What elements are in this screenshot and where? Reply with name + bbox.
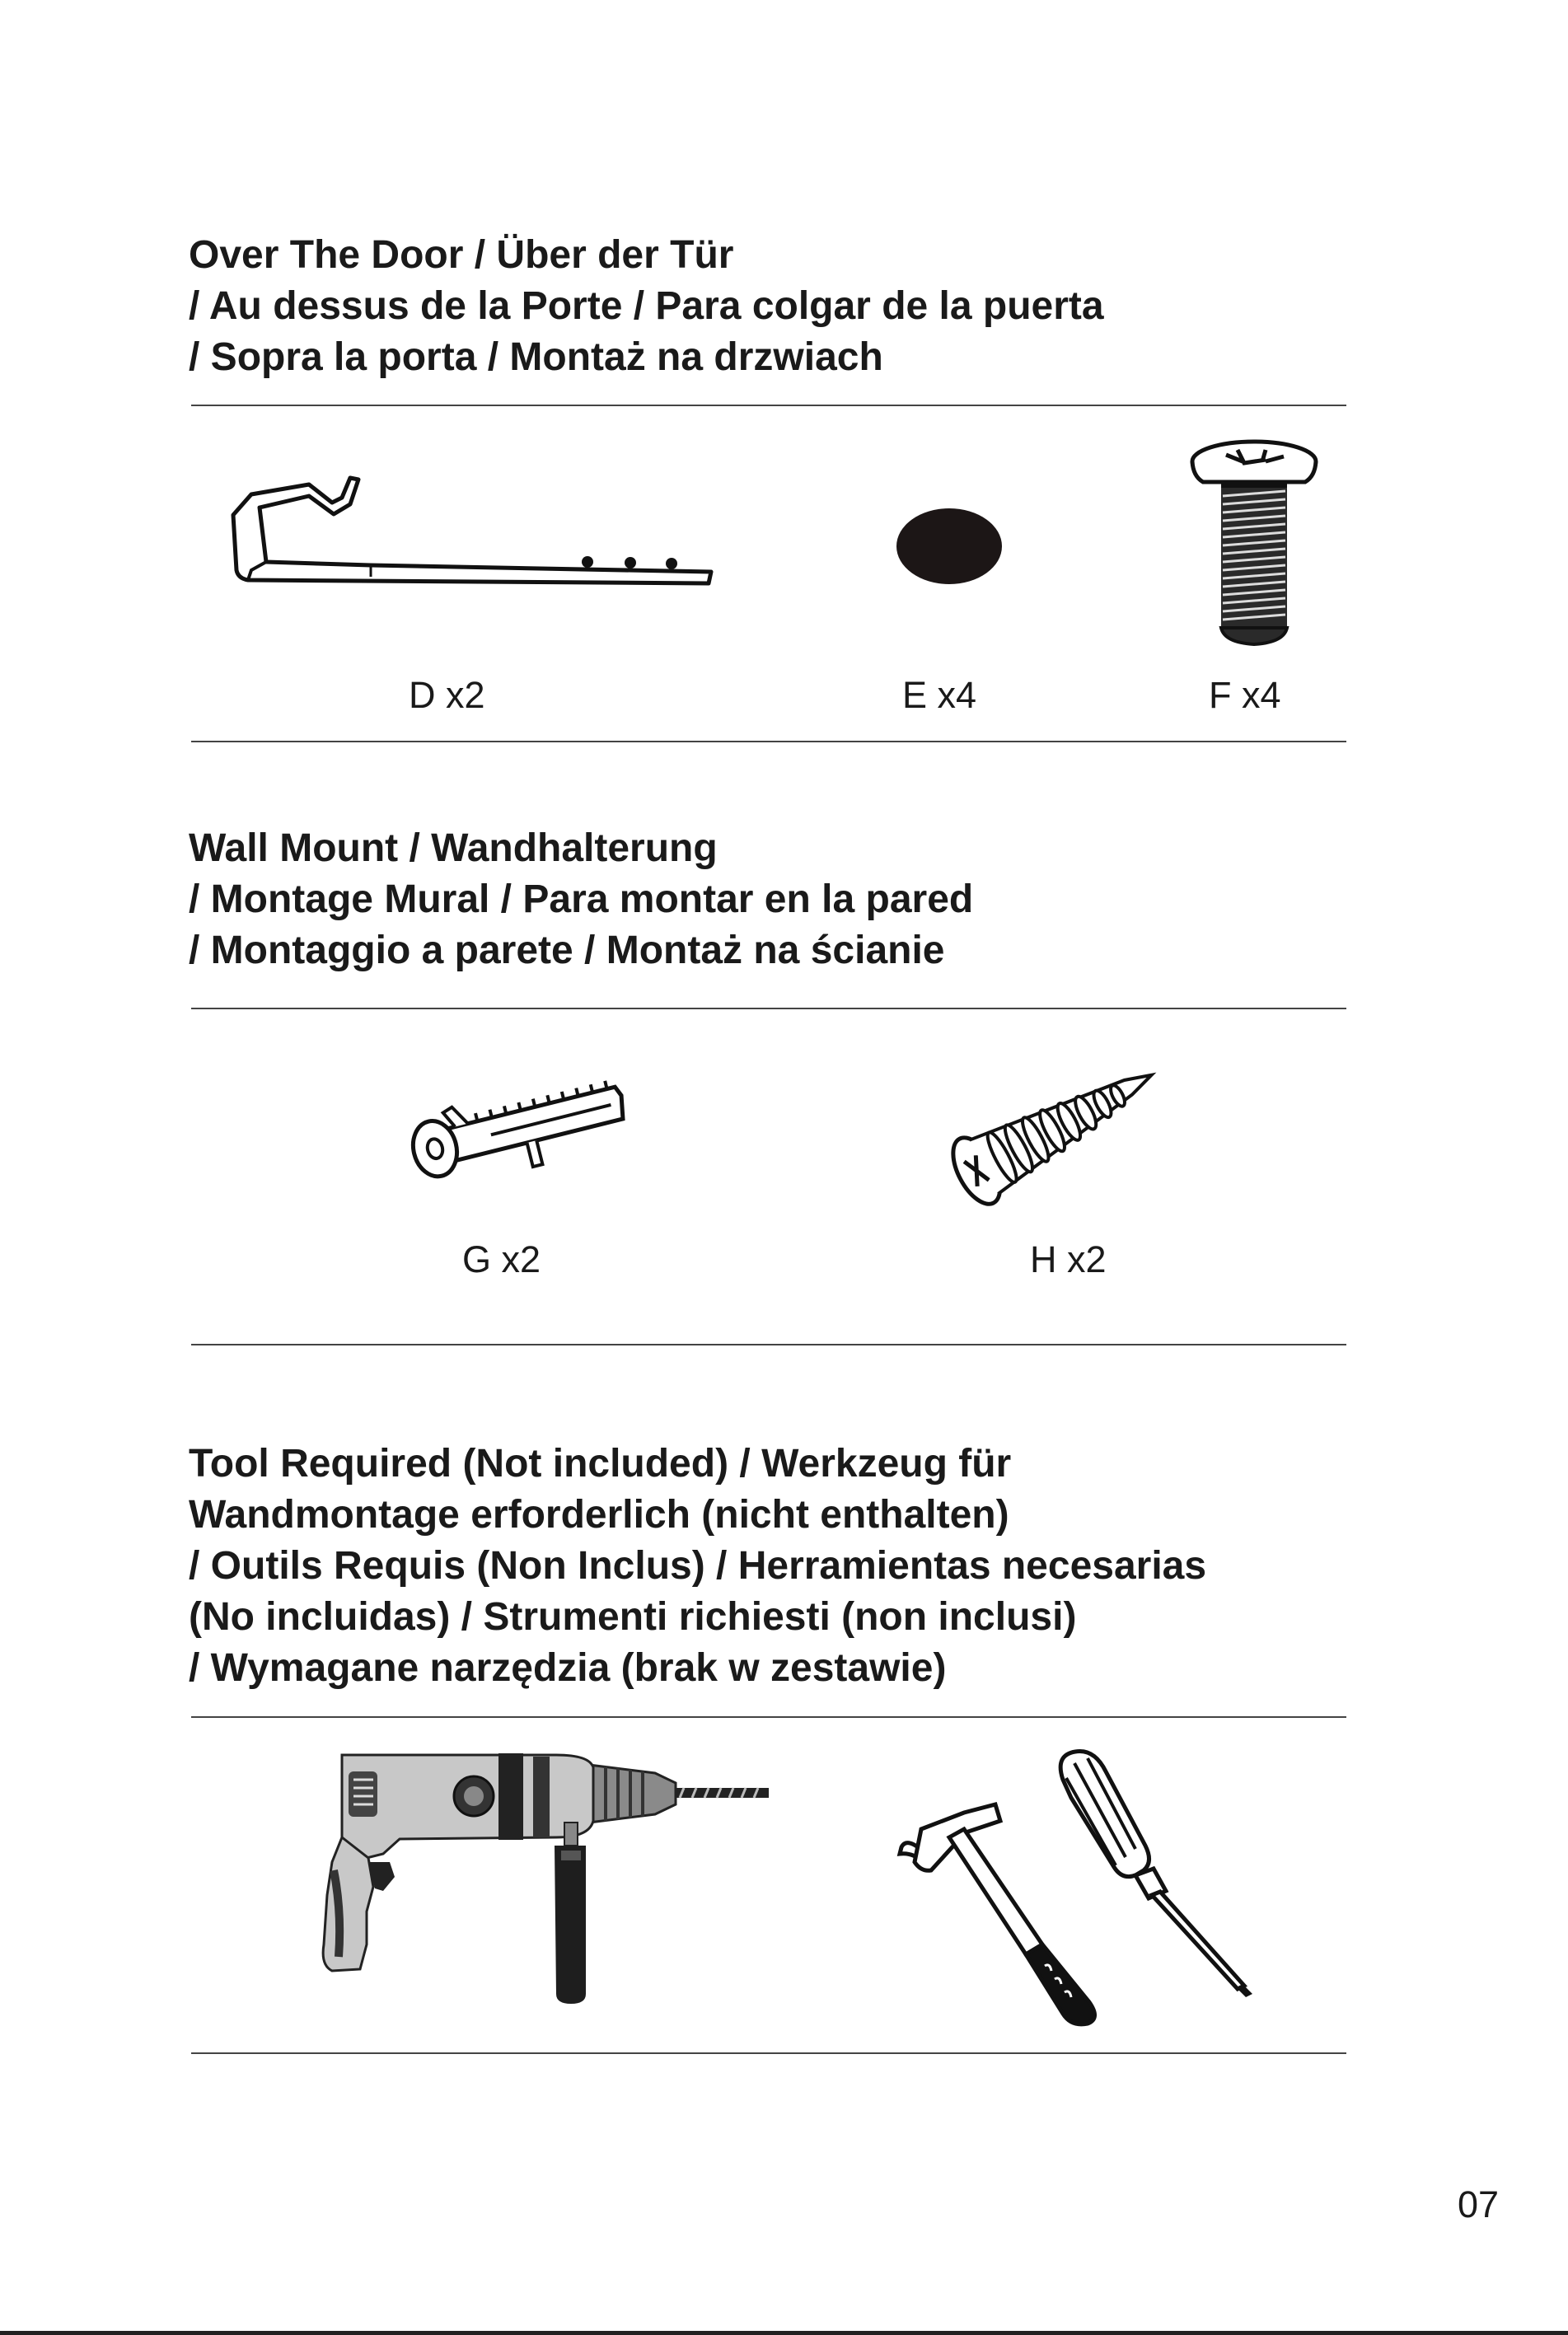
part-label-e: E x4 <box>902 674 977 716</box>
section-heading-over-door <box>189 230 1104 383</box>
round-pad-icon <box>894 507 1005 589</box>
machine-screw-icon <box>1187 437 1322 655</box>
divider <box>191 1716 1346 1718</box>
heading-line: / Sopra la porta / Montaż na drzwiach <box>189 335 883 379</box>
wood-screw-icon <box>939 1051 1170 1199</box>
part-label-g: G x2 <box>462 1238 541 1280</box>
heading-line: / Au dessus de la Porte / Para colgar de la puerta <box>189 284 1104 328</box>
section-heading-tools <box>189 1439 1206 1694</box>
divider <box>191 1008 1346 1009</box>
heading-line: Over The Door / Über der Tür <box>189 233 734 277</box>
heading-line: Wandmontage erforderlich (nicht enthalten) <box>189 1493 1009 1537</box>
heading-line: Wall Mount / Wandhalterung <box>189 826 718 870</box>
part-label-f: F x4 <box>1209 674 1281 716</box>
heading-line: / Outils Requis (Non Inclus) / Herramientas necesarias <box>189 1544 1207 1588</box>
divider <box>191 405 1346 406</box>
wall-plug-icon <box>400 1063 634 1195</box>
heading-line: / Montaggio a parete / Montaż na ścianie <box>189 929 945 972</box>
page-edge-bar <box>0 2331 1568 2335</box>
part-label-d: D x2 <box>409 674 485 716</box>
screwdriver-icon <box>1046 1747 1261 2002</box>
heading-line: Tool Required (Not included) / Werkzeug für <box>189 1442 1012 1486</box>
divider <box>191 741 1346 742</box>
heading-line: / Wymagane narzędzia (brak w zestawie) <box>189 1646 947 1690</box>
heading-line: / Montage Mural / Para montar en la pared <box>189 877 974 921</box>
section-heading-wall-mount <box>189 823 973 976</box>
part-label-h: H x2 <box>1030 1238 1107 1280</box>
page-number: 07 <box>1457 2183 1499 2225</box>
heading-line: (No incluidas) / Strumenti richiesti (non inclusi) <box>189 1595 1077 1639</box>
door-hook-bracket-icon <box>227 470 721 589</box>
divider <box>191 1344 1346 1345</box>
power-drill-icon <box>309 1747 779 2010</box>
divider <box>191 2052 1346 2054</box>
